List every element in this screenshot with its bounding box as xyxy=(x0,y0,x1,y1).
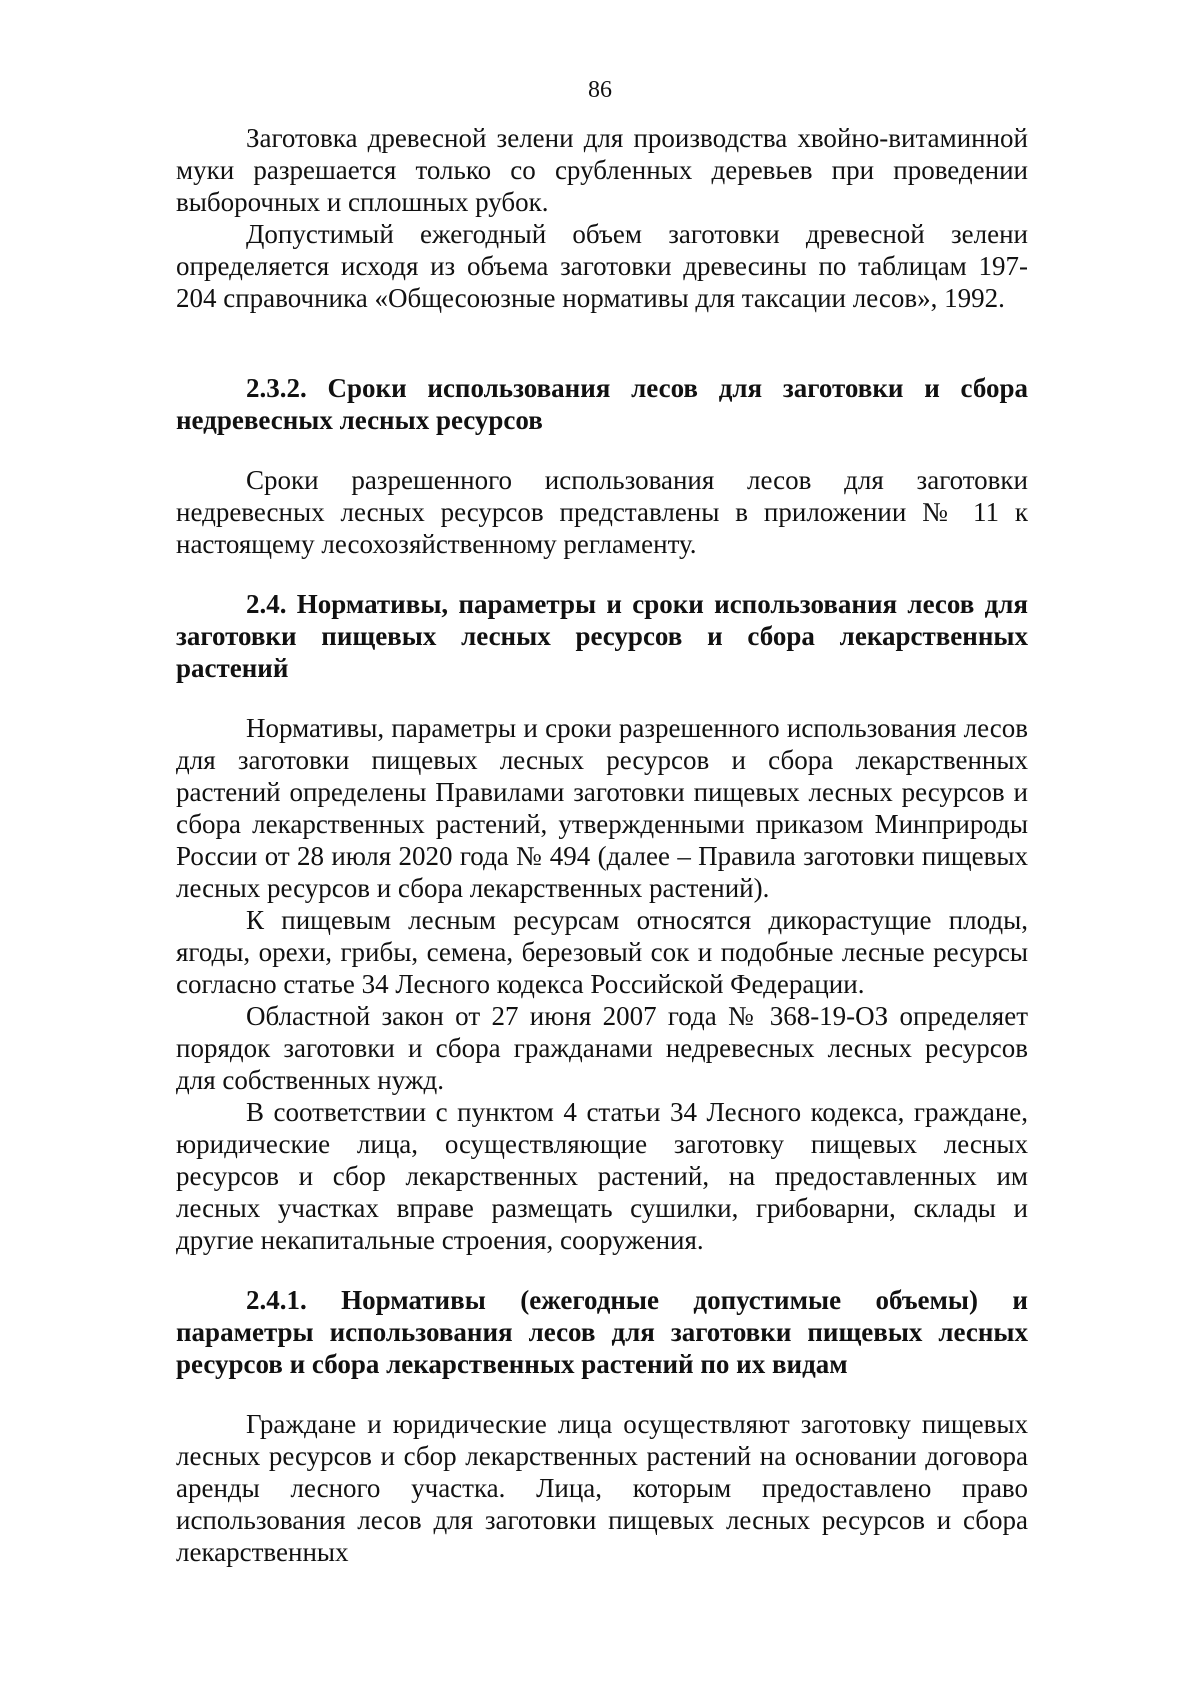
paragraph-regional-law: Областной закон от 27 июня 2007 года № 368-19-ОЗ определяет порядок заготовки и сбора гражданами недревесных лесных ресурсов для собственных нужд. xyxy=(176,1001,1028,1095)
spacer xyxy=(176,314,1028,372)
section-heading-2-4: 2.4. Нормативы, параметры и сроки использования лесов для заготовки пищевых лесных ресурсов и сбора лекарственных растений xyxy=(176,589,1028,683)
document-body xyxy=(176,122,1028,1568)
paragraph-usage-terms: Сроки разрешенного использования лесов для заготовки недревесных лесных ресурсов представлены в приложении № 11 к настоящему лесохозяйственному регламенту. xyxy=(176,465,1028,559)
section-heading-2-4-1: 2.4.1. Нормативы (ежегодные допустимые объемы) и параметры использования лесов для заготовки пищевых лесных ресурсов и сбора лекарственных растений по их видам xyxy=(176,1285,1028,1379)
spacer xyxy=(176,1256,1028,1284)
section-heading-2-3-2: 2.3.2. Сроки использования лесов для заготовки и сбора недревесных лесных ресурсов xyxy=(176,373,1028,435)
paragraph-needle-harvest: Заготовка древесной зелени для производства хвойно-витаминной муки разрешается только со срубленных деревьев при проведении выборочных и сплошных рубок. xyxy=(176,123,1028,217)
paragraph-lease-agreement: Граждане и юридические лица осуществляют заготовку пищевых лесных ресурсов и сбор лекарственных растений на основании договора аренды лесного участка. Лица, которым предоставлено право использования лесов для заготовки пищевых лесных ресурсов и сбора лекарственных xyxy=(176,1409,1028,1567)
spacer xyxy=(176,436,1028,464)
paragraph-food-resources: К пищевым лесным ресурсам относятся дикорастущие плоды, ягоды, орехи, грибы, семена, березовый сок и подобные лесные ресурсы согласно статье 34 Лесного кодекса Российской Федерации. xyxy=(176,905,1028,999)
spacer xyxy=(176,560,1028,588)
paragraph-structures: В соответствии с пунктом 4 статьи 34 Лесного кодекса, граждане, юридические лица, осуществляющие заготовку пищевых лесных ресурсов и сбор лекарственных растений, на предоставленных им лесных участках вправе размещать сушилки, грибоварни, склады и другие некапитальные строения, сооружения. xyxy=(176,1097,1028,1255)
paragraph-norms-rules: Нормативы, параметры и сроки разрешенного использования лесов для заготовки пищевых лесных ресурсов и сбора лекарственных растений определены Правилами заготовки пищевых лесных ресурсов и сбора лекарственных растений, утвержденными приказом Минприроды России от 28 июля 2020 года № 494 (далее – Правила заготовки пищевых лесных ресурсов и сбора лекарственных растений). xyxy=(176,713,1028,903)
spacer xyxy=(176,1380,1028,1408)
page-number: 86 xyxy=(588,77,612,103)
spacer xyxy=(176,684,1028,712)
paragraph-allowed-volume: Допустимый ежегодный объем заготовки древесной зелени определяется исходя из объема заготовки древесины по таблицам 197-204 справочника «Общесоюзные нормативы для таксации лесов», 1992. xyxy=(176,219,1028,313)
